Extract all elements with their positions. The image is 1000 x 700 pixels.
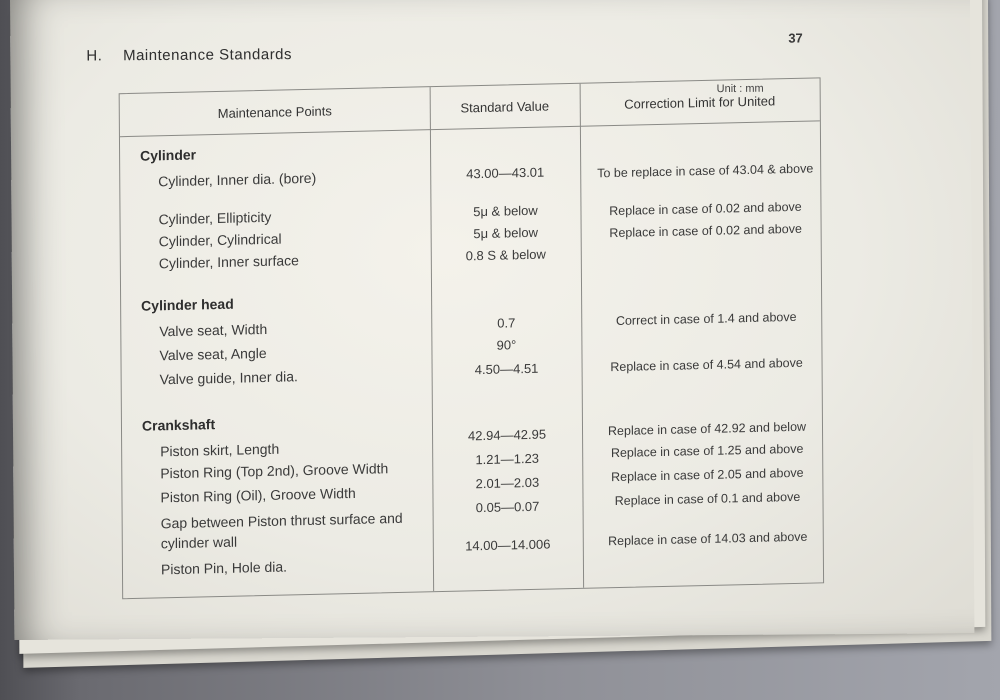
- page-number: 37: [788, 30, 803, 46]
- group-label: Crankshaft: [141, 416, 216, 434]
- row-standard: 5μ & below: [473, 202, 538, 220]
- row-standard: 1.21—1.23: [475, 450, 540, 468]
- row-point: Piston skirt, Length: [160, 440, 280, 460]
- row-limit: Replace in case of 0.02 and above: [609, 199, 802, 219]
- row-standard: 0.8 S & below: [465, 246, 546, 264]
- row-point: Valve seat, Width: [159, 320, 268, 340]
- row-limit: Replace in case of 0.02 and above: [609, 221, 802, 241]
- header-divider: [120, 120, 820, 137]
- row-standard: 0.7: [497, 315, 516, 331]
- maintenance-table: [119, 77, 824, 599]
- header-maintenance-points: Maintenance Points: [217, 103, 332, 121]
- row-limit: Replace in case of 2.05 and above: [611, 465, 804, 485]
- group-label: Cylinder: [140, 146, 197, 164]
- row-point: Piston Ring (Oil), Groove Width: [160, 484, 356, 506]
- row-limit: Replace in case of 0.1 and above: [614, 489, 801, 509]
- row-limit: Replace in case of 1.25 and above: [610, 441, 804, 461]
- row-point: Piston Ring (Top 2nd), Groove Width: [160, 460, 389, 482]
- row-limit: Replace in case of 42.92 and below: [607, 419, 807, 439]
- row-limit: Replace in case of 4.54 and above: [610, 355, 803, 375]
- row-point: Cylinder, Ellipticity: [158, 208, 272, 228]
- section-title: [86, 46, 292, 64]
- row-standard: 4.50—4.51: [474, 360, 539, 378]
- row-point: Piston Pin, Hole dia.: [160, 558, 288, 578]
- unit-label: Unit : mm: [716, 82, 764, 96]
- row-point: Valve guide, Inner dia.: [159, 368, 298, 388]
- header-standard-value: Standard Value: [460, 98, 550, 116]
- row-point: Cylinder, Inner surface: [158, 252, 299, 272]
- row-point: Cylinder, Inner dia. (bore): [158, 169, 317, 190]
- row-standard: 2.01—2.03: [475, 474, 540, 492]
- row-standard: 14.00—14.006: [465, 536, 551, 554]
- row-limit: Correct in case of 1.4 and above: [615, 309, 797, 328]
- row-point: Gap between Piston thrust surface and cylinder wall: [160, 509, 403, 552]
- row-standard: 42.94—42.95: [467, 426, 547, 444]
- row-point: Valve seat, Angle: [159, 344, 267, 364]
- row-limit: Replace in case of 14.03 and above: [608, 529, 808, 549]
- row-point: Cylinder, Cylindrical: [158, 230, 282, 250]
- section-title-text: Maintenance Standards: [123, 46, 293, 65]
- row-limit: To be replace in case of 43.04 & above: [597, 161, 814, 181]
- row-standard: 90°: [496, 337, 517, 353]
- group-label: Cylinder head: [141, 295, 234, 314]
- header-correction-limit: Correction Limit for United: [624, 93, 776, 112]
- section-letter: H.: [86, 47, 103, 65]
- manual-page: [10, 0, 974, 640]
- row-standard: 5μ & below: [473, 224, 538, 242]
- row-standard: 0.05—0.07: [475, 498, 540, 516]
- row-standard: 43.00—43.01: [466, 164, 545, 182]
